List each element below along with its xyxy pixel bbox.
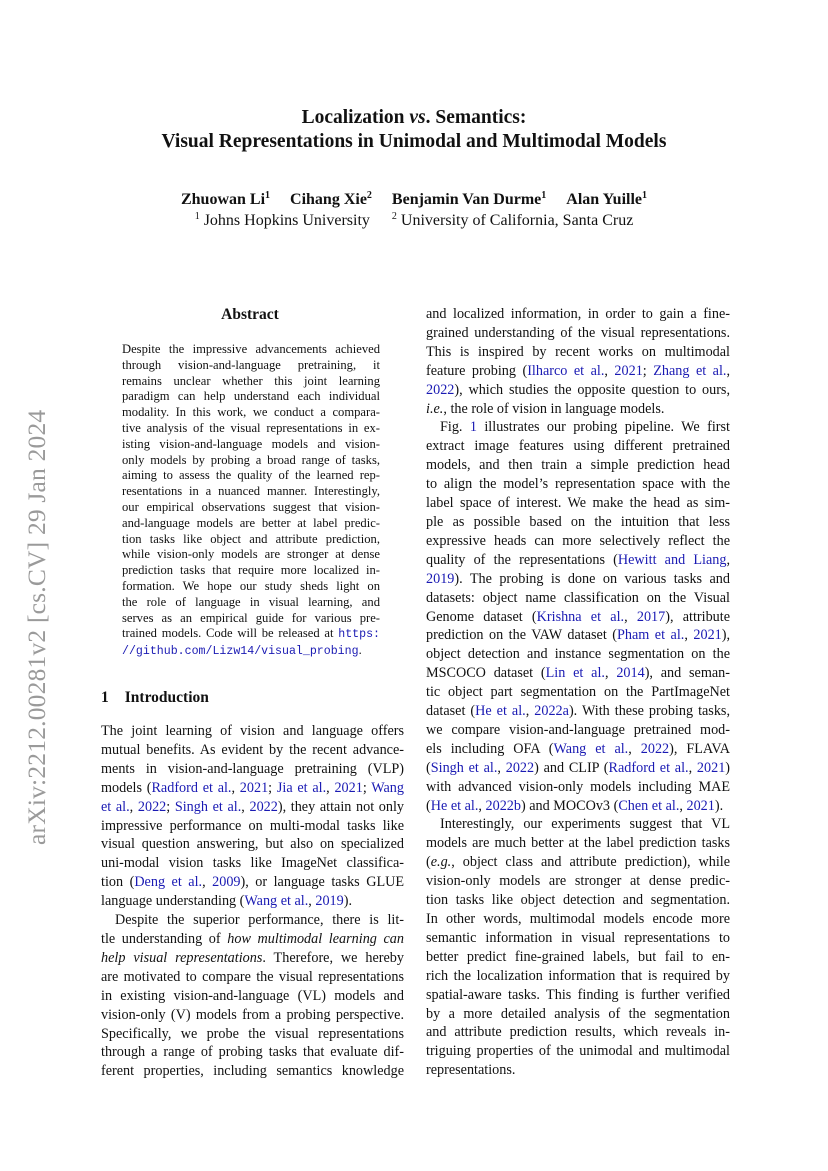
citation-link[interactable]: 2022 (137, 798, 167, 815)
body-text-line: datasets: object name classification on the Visual (426, 589, 730, 606)
body-text-line: extract image features using different pretrained (426, 438, 730, 455)
affiliation-name: University of California, Santa Cruz (400, 212, 634, 229)
body-text-line: (e.g., object class and attribute prediction), while (426, 854, 730, 871)
body-text-line: The joint learning of vision and language offers (101, 723, 404, 739)
citation-link[interactable]: Radford et al. (151, 779, 232, 796)
body-text-line: models are much better at the label prediction tasks (426, 835, 730, 852)
citation-link[interactable]: Deng et al. (134, 874, 203, 891)
citation-link[interactable]: 2022 (640, 740, 670, 757)
body-text-line: uni-modal vision tasks like ImageNet classifica- (101, 855, 404, 872)
section-title: Introduction (124, 689, 209, 706)
body-text-line: tle understanding of how multimodal learning can (101, 930, 404, 947)
citation-link[interactable]: Singh et al. (174, 798, 242, 815)
citation-link[interactable]: Lin et al. (545, 665, 605, 682)
author-affiliation-mark: 1 (642, 190, 648, 201)
abstract-line: through vision-and-language pretraining, it (122, 357, 380, 372)
body-text-line: object detection and instance segmentation on the (426, 646, 730, 663)
abstract-line: our empirical observations suggest that vision- (122, 499, 380, 514)
author-name: Zhuowan Li (180, 191, 266, 208)
body-text-line: with advanced vision-only models including MAE (426, 778, 730, 795)
body-text-line: we compare vision-and-language pretrained mod- (426, 721, 730, 738)
citation-link[interactable]: 2021 (693, 627, 722, 644)
citation-link[interactable]: 2021 (334, 779, 363, 796)
title-italic: vs (409, 107, 426, 128)
body-text-line: ments in vision-and-language pretraining (VLP) (101, 760, 404, 777)
body-text-line: language understanding (Wang et al., 2019). (101, 893, 353, 910)
body-text-line: Despite the superior performance, there is lit- (115, 912, 404, 929)
abstract-line: tion tasks like object and attribute prediction, (122, 531, 380, 546)
body-text-line: Interestingly, our experiments suggest that VL (440, 816, 730, 833)
abstract-line: isting vision-and-language models and vision- (122, 436, 380, 451)
body-text-line: are motivated to compare the visual representations (101, 968, 404, 985)
author-name: Cihang Xie (290, 191, 367, 208)
body-text-line: models (Radford et al., 2021; Jia et al., 2021; Wang (101, 779, 404, 796)
author-name: Benjamin Van Durme (391, 191, 542, 208)
citation-link[interactable]: Jia et al. (276, 779, 327, 796)
body-text-line: vision-only models are stronger at dense predic- (426, 873, 730, 890)
body-text-line: This is inspired by recent works on multimodal (426, 343, 730, 360)
body-text-line: models, and then train a simple prediction head (426, 457, 730, 474)
citation-link[interactable]: Singh et al. (430, 759, 498, 776)
affiliation-mark: 2 (391, 211, 397, 222)
body-text-line: quality of the representations (Hewitt and Liang, (426, 551, 730, 568)
body-text-line: label space of interest. We make the head as sim- (426, 495, 730, 512)
body-text-line: mutual benefits. As evident by the recent advance- (101, 741, 404, 758)
body-text-line: (He et al., 2022b) and MOCOv3 (Chen et al., 2021). (426, 797, 724, 814)
title-text: . Semantics: (425, 107, 527, 128)
citation-link[interactable]: 2021 (239, 779, 269, 796)
title-line-2: Visual Representations in Unimodal and Multimodal Models (161, 131, 667, 152)
affiliation-mark: 1 (194, 211, 200, 222)
body-text-line: 2022), which studies the opposite question to ours, (426, 381, 730, 398)
body-text-line: by a more detailed analysis of the segmentation (426, 1005, 730, 1022)
abstract-line: and-language models are better at label predic- (122, 515, 380, 530)
author (566, 191, 647, 208)
abstract-line: prediction tasks that require more localized in- (122, 563, 380, 578)
body-text-line: and attribute prediction results, which reveals in- (426, 1024, 730, 1041)
affiliation (392, 212, 633, 229)
citation-link[interactable]: Krishna et al. (536, 608, 625, 625)
abstract-line: only models by probing a broad range of tasks, (122, 452, 380, 467)
body-text-line: grained understanding of the visual representations. (426, 324, 730, 341)
body-text-line: et al., 2022; Singh et al., 2022), they attain not only (101, 798, 405, 815)
citation-link[interactable]: 2021 (686, 797, 715, 814)
author-affiliation-mark: 2 (366, 190, 372, 201)
body-text-line: (Singh et al., 2022) and CLIP (Radford et al., 2021) (426, 759, 731, 776)
arxiv-identifier-stamp: arXiv:2212.00281v2 [cs.CV] 29 Jan 2024 (22, 409, 51, 845)
section-heading (101, 689, 209, 707)
abstract-line (122, 643, 380, 660)
citation-link[interactable]: 2019 (315, 893, 344, 910)
citation-link[interactable]: Hewitt and Liang (617, 551, 727, 568)
abstract-line: resentations in a nuanced manner. Interestingly, (122, 484, 380, 499)
body-text-line: MSCOCO dataset (Lin et al., 2014), and seman- (426, 665, 731, 682)
body-text-line: ple as possible based on the intuition that less (426, 513, 730, 530)
paper-title (0, 106, 828, 154)
citation-link[interactable]: 2009 (212, 874, 241, 891)
title-text: Localization (301, 107, 410, 128)
body-text-line: and localized information, in order to gain a fine- (426, 306, 730, 322)
abstract-body (122, 342, 380, 660)
code-link[interactable]: https: (338, 628, 380, 642)
author-name: Alan Yuille (566, 191, 643, 208)
abstract-line: paradigm can help understand each individual (122, 389, 380, 404)
abstract-text: trained models. Code will be released at (122, 626, 339, 641)
body-text-line: In other words, multimodal models encode more (426, 911, 730, 927)
body-text-line: ferent properties, including semantics knowledge (101, 1063, 404, 1080)
author (392, 191, 546, 208)
citation-link[interactable]: Pham et al. (617, 627, 685, 644)
citation-link[interactable]: 2022a (534, 703, 569, 720)
body-text-line: vision-only (V) models from a probing perspective. (101, 1006, 404, 1023)
body-text-line: tic object part segmentation on the PartImageNet (426, 684, 730, 701)
body-text-line: impressive performance on multi-modal tasks like (101, 817, 404, 834)
body-text-line: tion (Deng et al., 2009), or language tasks GLUE (101, 874, 405, 891)
abstract-line: the role of language in visual learning, and (122, 594, 380, 609)
affiliation-name: Johns Hopkins University (203, 212, 370, 229)
citation-link[interactable]: He et al. (430, 797, 479, 814)
citation-link[interactable]: Wang et al. (244, 893, 309, 910)
abstract-line: Despite the impressive advancements achieved (122, 342, 380, 356)
right-column-body (426, 305, 730, 1080)
citation-link[interactable]: Wang (371, 779, 404, 796)
citation-link[interactable]: He et al. (475, 703, 526, 720)
citation-link[interactable]: Wang et al. (553, 740, 629, 757)
citation-link[interactable]: 2022 (426, 381, 455, 398)
author (290, 191, 372, 208)
body-text-line: in existing vision-and-language (VL) models and (101, 987, 404, 1004)
body-text-line: Specifically, we probe the visual representations (101, 1025, 404, 1042)
body-text-line: prediction on the VAW dataset (Pham et al., 2021), (426, 627, 731, 644)
abstract-line: aiming to assess the quality of the learned rep- (122, 468, 380, 483)
citation-link[interactable]: 2014 (616, 665, 645, 682)
left-column-body (101, 722, 404, 1081)
body-text-line: help visual representations. Therefore, we hereby (101, 949, 404, 966)
affiliation (195, 212, 370, 229)
citation-link[interactable]: 2022 (505, 759, 535, 776)
body-text-line: dataset (He et al., 2022a). With these probing tasks, (426, 703, 730, 720)
citation-link[interactable]: et al. (101, 798, 130, 815)
body-text-line: triguing properties of the unimodal and multimodal (426, 1043, 730, 1060)
abstract-line: modality. In this work, we conduct a compara- (122, 405, 380, 420)
citation-link[interactable]: Ilharco et al. (527, 362, 605, 379)
body-text-line: representations. (426, 1062, 516, 1079)
title-line-1 (0, 106, 828, 130)
body-text-line: tion tasks like object detection and segmentation. (426, 892, 730, 909)
citation-link[interactable]: 2017 (636, 608, 666, 625)
affiliation-list (0, 211, 828, 231)
abstract-line: serves as an empirical guide for various pre- (122, 610, 380, 625)
body-text-line: spatial-aware tasks. This finding is further verified (426, 986, 730, 1003)
abstract-line: while vision-only models are stronger at dense (122, 547, 380, 562)
body-text-line: through a range of probing tasks that evaluate dif- (101, 1044, 404, 1061)
author-list (0, 190, 828, 210)
citation-link[interactable]: 2021 (696, 759, 726, 776)
citation-link[interactable]: Chen et al. (618, 797, 680, 814)
body-text-line: rich the localization information that is required by (426, 967, 730, 984)
citation-link[interactable]: 2022b (485, 797, 521, 814)
citation-link[interactable]: 1 (469, 419, 477, 436)
citation-link[interactable]: Radford et al. (608, 759, 689, 776)
abstract-text: . (358, 643, 362, 658)
body-text-line: expressive heads can more selectively reflect the (426, 532, 730, 549)
section-number: 1 (101, 689, 109, 706)
abstract-line: remains unclear whether this joint learning (122, 373, 380, 388)
body-text-line: visual question answering, but also on specialized (101, 836, 404, 853)
code-link[interactable]: //github.com/Lizw14/visual_probing (122, 645, 359, 659)
citation-link[interactable]: Zhang et al. (653, 362, 727, 379)
author-affiliation-mark: 1 (265, 190, 271, 201)
citation-link[interactable]: 2021 (614, 362, 643, 379)
author (181, 191, 270, 208)
author-affiliation-mark: 1 (541, 190, 547, 201)
body-text-line: els including OFA (Wang et al., 2022), FLAVA (426, 740, 730, 757)
abstract-line: tive analysis of the visual representations in ex- (122, 420, 380, 435)
body-text-line: better predict fine-grained labels, but fail to en- (426, 948, 730, 965)
body-text-line: Fig. 1 illustrates our probing pipeline. We first (440, 419, 730, 436)
body-text-line: i.e., the role of vision in language models. (426, 400, 665, 417)
abstract-heading: Abstract (221, 306, 279, 323)
citation-link[interactable]: 2022 (249, 798, 278, 815)
abstract-line: formation. We hope our study sheds light on (122, 578, 380, 593)
body-text-line: semantic information in visual representations to (426, 929, 730, 946)
body-text-line: feature probing (Ilharco et al., 2021; Zhang et al., (426, 362, 730, 379)
body-text-line: 2019). The probing is done on various tasks and (426, 570, 730, 587)
body-text-line: to align the model’s representation space with the (426, 476, 730, 493)
body-text-line: Genome dataset (Krishna et al., 2017), attribute (426, 608, 730, 625)
abstract-line (122, 626, 380, 643)
citation-link[interactable]: 2019 (426, 570, 455, 587)
